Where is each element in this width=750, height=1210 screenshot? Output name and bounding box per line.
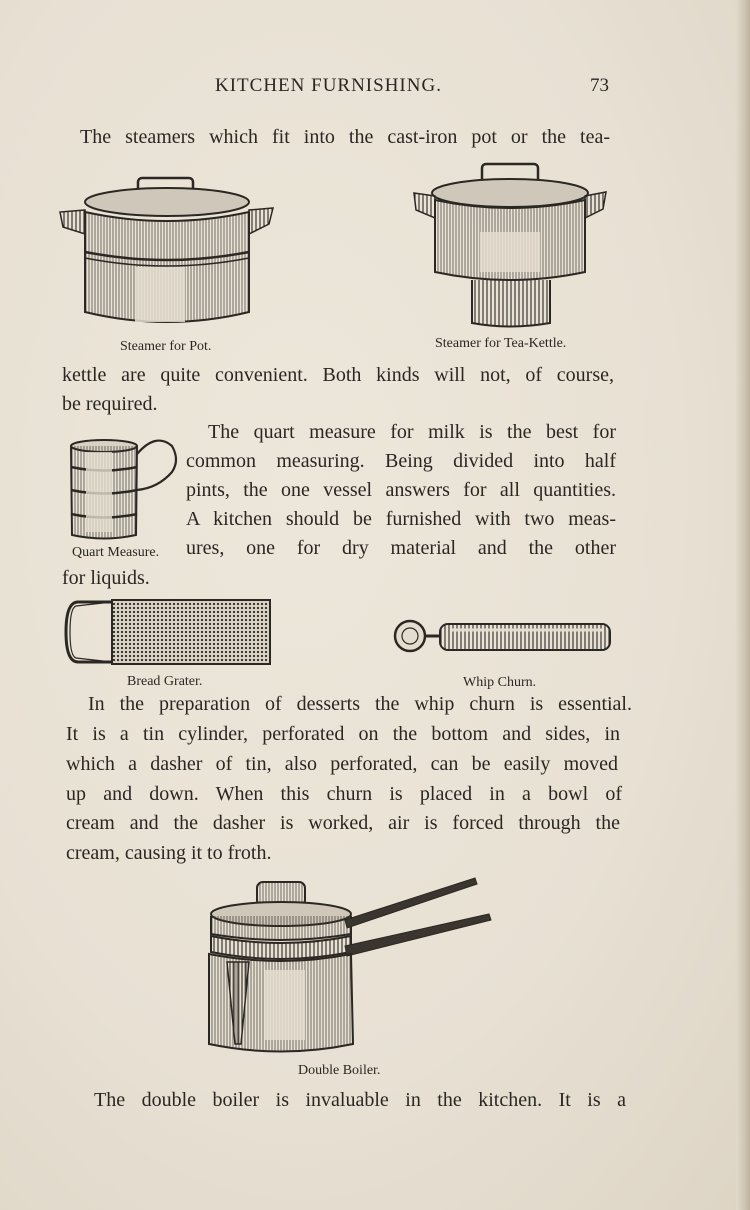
- text-line: which a dasher of tin, also perforated, can be easily moved: [66, 753, 618, 775]
- page-edge: [736, 0, 750, 1210]
- text-line: for liquids.: [62, 567, 150, 589]
- quart-measure-illustration: [68, 432, 180, 542]
- caption-steamer-for-tea-kettle: Steamer for Tea-Kettle.: [435, 336, 567, 351]
- text-line: The double boiler is invaluable in the kitchen. It is a: [94, 1089, 626, 1111]
- steamer-for-tea-kettle-illustration: [410, 160, 610, 330]
- caption-bread-grater: Bread Grater.: [127, 674, 203, 689]
- text-line: In the preparation of desserts the whip churn is essential.: [88, 693, 632, 715]
- text-line: ures, one for dry material and the other: [186, 537, 616, 559]
- text-line: cream and the dasher is worked, air is forced through the: [66, 812, 620, 834]
- text-line: pints, the one vessel answers for all quantities.: [186, 479, 616, 501]
- text-line: common measuring. Being divided into half: [186, 450, 616, 472]
- text-line: A kitchen should be furnished with two meas-: [186, 508, 616, 530]
- caption-quart-measure: Quart Measure.: [72, 545, 160, 560]
- steamer-for-pot-illustration: [55, 172, 280, 332]
- page-number: 73: [590, 75, 609, 96]
- text-line: The quart measure for milk is the best for: [208, 421, 616, 443]
- bread-grater-illustration: [64, 598, 274, 668]
- caption-double-boiler: Double Boiler.: [298, 1063, 381, 1078]
- caption-steamer-for-pot: Steamer for Pot.: [120, 339, 212, 354]
- running-title: KITCHEN FURNISHING.: [215, 75, 442, 96]
- text-line: cream, causing it to froth.: [66, 842, 272, 864]
- text-line: The steamers which fit into the cast-iron pot or the tea-: [80, 126, 610, 148]
- double-boiler-illustration: [205, 874, 495, 1059]
- text-line: up and down. When this churn is placed in a bowl of: [66, 783, 622, 805]
- text-line: It is a tin cylinder, perforated on the bottom and sides, in: [66, 723, 620, 745]
- text-line: kettle are quite convenient. Both kinds will not, of course,: [62, 364, 614, 386]
- text-line: be required.: [62, 393, 158, 415]
- whip-churn-illustration: [392, 618, 617, 658]
- caption-whip-churn: Whip Churn.: [463, 675, 537, 690]
